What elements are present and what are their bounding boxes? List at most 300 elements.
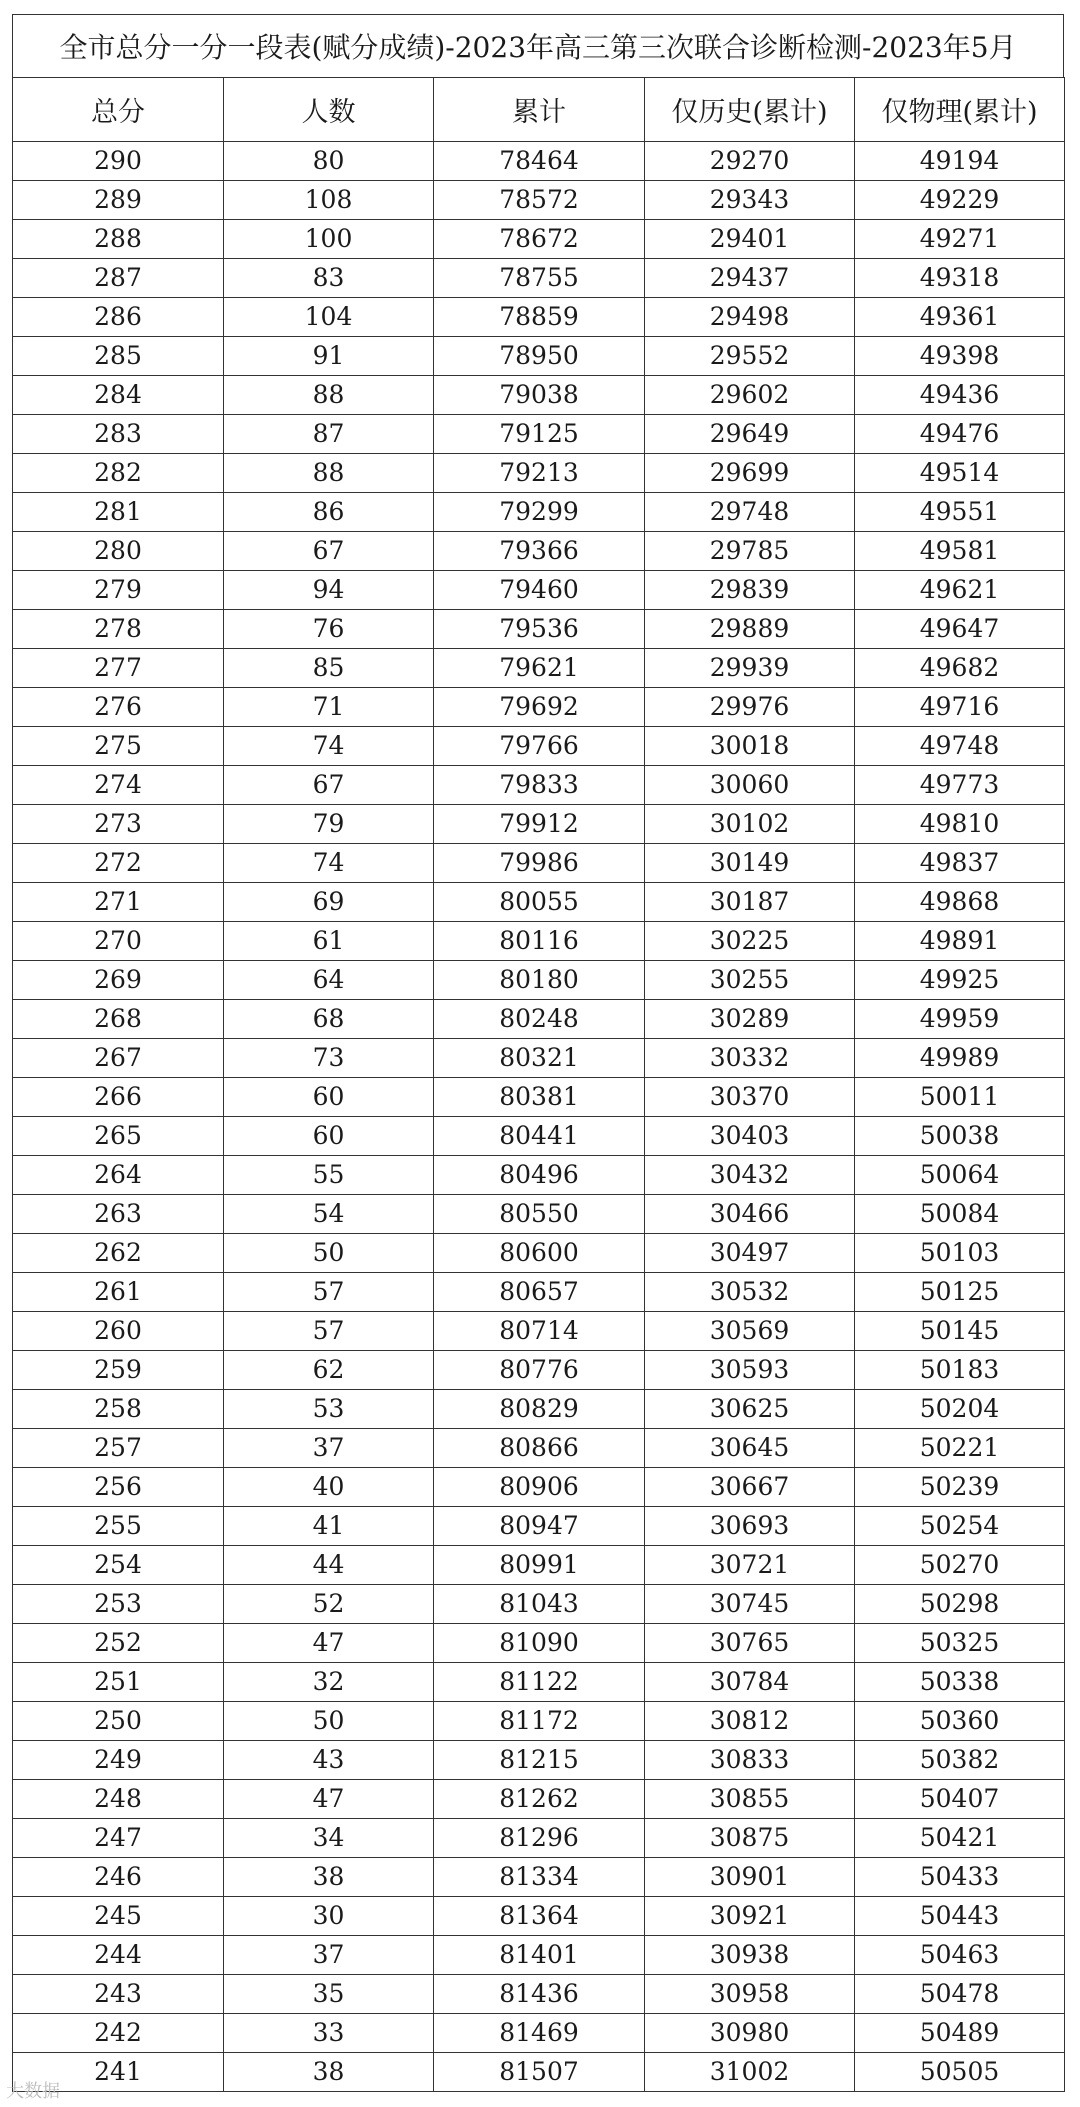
cell-cumulative: 78572 [434,181,645,220]
cell-total-score: 249 [13,1741,224,1780]
cell-cumulative: 80776 [434,1351,645,1390]
cell-history-cumulative: 30370 [645,1078,855,1117]
table-row [13,142,1065,181]
cell-total-score: 282 [13,454,224,493]
cell-cumulative: 80248 [434,1000,645,1039]
table-row [13,1195,1065,1234]
cell-physics-cumulative: 49398 [855,337,1065,376]
table-row [13,1312,1065,1351]
cell-physics-cumulative: 50270 [855,1546,1065,1585]
cell-history-cumulative: 30875 [645,1819,855,1858]
cell-total-score: 265 [13,1117,224,1156]
cell-cumulative: 79125 [434,415,645,454]
cell-physics-cumulative: 49959 [855,1000,1065,1039]
cell-cumulative: 80441 [434,1117,645,1156]
cell-count: 60 [224,1078,434,1117]
cell-physics-cumulative: 50254 [855,1507,1065,1546]
table-row [13,844,1065,883]
cell-history-cumulative: 30921 [645,1897,855,1936]
table-row [13,1078,1065,1117]
table-row [13,688,1065,727]
cell-cumulative: 80116 [434,922,645,961]
table-row [13,1273,1065,1312]
cell-count: 88 [224,454,434,493]
cell-total-score: 263 [13,1195,224,1234]
cell-cumulative: 80550 [434,1195,645,1234]
cell-total-score: 274 [13,766,224,805]
cell-physics-cumulative: 49682 [855,649,1065,688]
cell-history-cumulative: 30625 [645,1390,855,1429]
cell-total-score: 280 [13,532,224,571]
table-row [13,1117,1065,1156]
cell-cumulative: 80906 [434,1468,645,1507]
cell-cumulative: 80657 [434,1273,645,1312]
cell-history-cumulative: 30255 [645,961,855,1000]
cell-history-cumulative: 30102 [645,805,855,844]
cell-physics-cumulative: 49748 [855,727,1065,766]
cell-total-score: 275 [13,727,224,766]
header-row [13,78,1065,142]
header-cumulative: 累计 [434,78,645,142]
cell-total-score: 277 [13,649,224,688]
cell-total-score: 289 [13,181,224,220]
cell-total-score: 261 [13,1273,224,1312]
cell-physics-cumulative: 50489 [855,2014,1065,2053]
cell-history-cumulative: 29498 [645,298,855,337]
table-body [13,142,1065,2092]
cell-total-score: 244 [13,1936,224,1975]
cell-cumulative: 80180 [434,961,645,1000]
cell-physics-cumulative: 50204 [855,1390,1065,1429]
cell-total-score: 284 [13,376,224,415]
cell-count: 38 [224,2053,434,2092]
header-physics-cumulative: 仅物理(累计) [855,78,1065,142]
cell-history-cumulative: 30721 [645,1546,855,1585]
cell-count: 83 [224,259,434,298]
cell-history-cumulative: 30667 [645,1468,855,1507]
table-row [13,376,1065,415]
table-row [13,181,1065,220]
cell-count: 108 [224,181,434,220]
cell-count: 87 [224,415,434,454]
watermark-text: 大数据 [6,2081,60,2102]
cell-cumulative: 81401 [434,1936,645,1975]
cell-count: 88 [224,376,434,415]
cell-cumulative: 79912 [434,805,645,844]
cell-total-score: 252 [13,1624,224,1663]
cell-count: 44 [224,1546,434,1585]
cell-history-cumulative: 30745 [645,1585,855,1624]
cell-total-score: 243 [13,1975,224,2014]
cell-count: 80 [224,142,434,181]
cell-physics-cumulative: 50433 [855,1858,1065,1897]
table-row [13,532,1065,571]
cell-physics-cumulative: 49551 [855,493,1065,532]
cell-history-cumulative: 30403 [645,1117,855,1156]
cell-physics-cumulative: 50478 [855,1975,1065,2014]
cell-cumulative: 79536 [434,610,645,649]
table-row [13,493,1065,532]
cell-cumulative: 78950 [434,337,645,376]
cell-history-cumulative: 30289 [645,1000,855,1039]
cell-cumulative: 79460 [434,571,645,610]
cell-physics-cumulative: 49621 [855,571,1065,610]
cell-physics-cumulative: 50382 [855,1741,1065,1780]
table-row [13,961,1065,1000]
cell-physics-cumulative: 49271 [855,220,1065,259]
cell-cumulative: 80829 [434,1390,645,1429]
cell-cumulative: 80381 [434,1078,645,1117]
cell-physics-cumulative: 50125 [855,1273,1065,1312]
cell-total-score: 279 [13,571,224,610]
cell-count: 52 [224,1585,434,1624]
cell-count: 55 [224,1156,434,1195]
cell-history-cumulative: 29889 [645,610,855,649]
cell-cumulative: 78755 [434,259,645,298]
cell-count: 34 [224,1819,434,1858]
cell-physics-cumulative: 49361 [855,298,1065,337]
cell-physics-cumulative: 50221 [855,1429,1065,1468]
cell-physics-cumulative: 49716 [855,688,1065,727]
cell-total-score: 270 [13,922,224,961]
cell-history-cumulative: 30593 [645,1351,855,1390]
table-row [13,1624,1065,1663]
table-row [13,1390,1065,1429]
cell-physics-cumulative: 50421 [855,1819,1065,1858]
cell-physics-cumulative: 49647 [855,610,1065,649]
cell-history-cumulative: 30958 [645,1975,855,2014]
table-row [13,1585,1065,1624]
cell-cumulative: 79621 [434,649,645,688]
cell-cumulative: 81122 [434,1663,645,1702]
table-row [13,415,1065,454]
table-row [13,1000,1065,1039]
cell-history-cumulative: 30060 [645,766,855,805]
cell-history-cumulative: 29343 [645,181,855,220]
cell-cumulative: 81334 [434,1858,645,1897]
cell-physics-cumulative: 49837 [855,844,1065,883]
cell-history-cumulative: 29939 [645,649,855,688]
table-row [13,1507,1065,1546]
cell-count: 71 [224,688,434,727]
cell-cumulative: 80321 [434,1039,645,1078]
cell-cumulative: 81090 [434,1624,645,1663]
cell-history-cumulative: 29785 [645,532,855,571]
cell-total-score: 278 [13,610,224,649]
cell-total-score: 272 [13,844,224,883]
cell-count: 32 [224,1663,434,1702]
table-row [13,220,1065,259]
table-row [13,298,1065,337]
cell-physics-cumulative: 50325 [855,1624,1065,1663]
cell-total-score: 260 [13,1312,224,1351]
table-row [13,1156,1065,1195]
cell-total-score: 268 [13,1000,224,1039]
cell-history-cumulative: 29976 [645,688,855,727]
cell-count: 40 [224,1468,434,1507]
header-history-cumulative: 仅历史(累计) [645,78,855,142]
table-row [13,1234,1065,1273]
cell-cumulative: 79038 [434,376,645,415]
cell-history-cumulative: 30497 [645,1234,855,1273]
cell-total-score: 288 [13,220,224,259]
cell-physics-cumulative: 49318 [855,259,1065,298]
cell-physics-cumulative: 50463 [855,1936,1065,1975]
table-row [13,1039,1065,1078]
cell-total-score: 271 [13,883,224,922]
cell-physics-cumulative: 49194 [855,142,1065,181]
cell-history-cumulative: 30765 [645,1624,855,1663]
cell-total-score: 248 [13,1780,224,1819]
cell-history-cumulative: 30149 [645,844,855,883]
cell-count: 57 [224,1273,434,1312]
cell-history-cumulative: 29401 [645,220,855,259]
table-row [13,1702,1065,1741]
cell-history-cumulative: 30466 [645,1195,855,1234]
table-row [13,1663,1065,1702]
cell-cumulative: 81469 [434,2014,645,2053]
cell-count: 79 [224,805,434,844]
cell-total-score: 247 [13,1819,224,1858]
cell-physics-cumulative: 50183 [855,1351,1065,1390]
table-row [13,1936,1065,1975]
cell-physics-cumulative: 50443 [855,1897,1065,1936]
table-row [13,766,1065,805]
cell-history-cumulative: 29437 [645,259,855,298]
cell-total-score: 246 [13,1858,224,1897]
cell-count: 104 [224,298,434,337]
cell-physics-cumulative: 50038 [855,1117,1065,1156]
cell-total-score: 285 [13,337,224,376]
cell-total-score: 276 [13,688,224,727]
cell-history-cumulative: 29839 [645,571,855,610]
cell-cumulative: 81043 [434,1585,645,1624]
cell-total-score: 245 [13,1897,224,1936]
cell-count: 69 [224,883,434,922]
table-row [13,1546,1065,1585]
cell-history-cumulative: 29602 [645,376,855,415]
cell-history-cumulative: 29699 [645,454,855,493]
cell-count: 74 [224,727,434,766]
cell-physics-cumulative: 49773 [855,766,1065,805]
cell-total-score: 264 [13,1156,224,1195]
score-table-sheet [12,14,1064,2092]
cell-cumulative: 81296 [434,1819,645,1858]
cell-history-cumulative: 30784 [645,1663,855,1702]
table-row [13,259,1065,298]
cell-count: 38 [224,1858,434,1897]
cell-count: 35 [224,1975,434,2014]
cell-physics-cumulative: 49989 [855,1039,1065,1078]
cell-count: 68 [224,1000,434,1039]
cell-physics-cumulative: 50407 [855,1780,1065,1819]
table-row [13,727,1065,766]
table-row [13,1741,1065,1780]
table-row [13,1819,1065,1858]
cell-count: 91 [224,337,434,376]
cell-count: 76 [224,610,434,649]
cell-history-cumulative: 30938 [645,1936,855,1975]
cell-history-cumulative: 29270 [645,142,855,181]
cell-cumulative: 78464 [434,142,645,181]
table-row [13,1351,1065,1390]
cell-total-score: 281 [13,493,224,532]
cell-total-score: 242 [13,2014,224,2053]
cell-count: 43 [224,1741,434,1780]
cell-count: 94 [224,571,434,610]
table-row [13,1975,1065,2014]
cell-total-score: 269 [13,961,224,1000]
cell-history-cumulative: 30225 [645,922,855,961]
cell-physics-cumulative: 50239 [855,1468,1065,1507]
cell-count: 41 [224,1507,434,1546]
cell-total-score: 259 [13,1351,224,1390]
table-row [13,1468,1065,1507]
cell-count: 67 [224,532,434,571]
cell-count: 37 [224,1429,434,1468]
cell-count: 62 [224,1351,434,1390]
cell-cumulative: 79366 [434,532,645,571]
cell-cumulative: 78672 [434,220,645,259]
cell-total-score: 286 [13,298,224,337]
cell-total-score: 262 [13,1234,224,1273]
table-row [13,1897,1065,1936]
table-row [13,922,1065,961]
cell-physics-cumulative: 49476 [855,415,1065,454]
cell-count: 53 [224,1390,434,1429]
header-count: 人数 [224,78,434,142]
cell-cumulative: 80947 [434,1507,645,1546]
cell-physics-cumulative: 50505 [855,2053,1065,2092]
cell-cumulative: 81172 [434,1702,645,1741]
cell-cumulative: 79299 [434,493,645,532]
cell-cumulative: 81215 [434,1741,645,1780]
table-row [13,1429,1065,1468]
cell-total-score: 287 [13,259,224,298]
cell-count: 33 [224,2014,434,2053]
cell-history-cumulative: 31002 [645,2053,855,2092]
cell-count: 54 [224,1195,434,1234]
cell-total-score: 253 [13,1585,224,1624]
cell-physics-cumulative: 49891 [855,922,1065,961]
table-title: 全市总分一分一段表(赋分成绩)-2023年高三第三次联合诊断检测-2023年5月 [12,14,1064,77]
cell-history-cumulative: 29552 [645,337,855,376]
cell-physics-cumulative: 49925 [855,961,1065,1000]
cell-total-score: 250 [13,1702,224,1741]
cell-physics-cumulative: 50338 [855,1663,1065,1702]
table-row [13,1780,1065,1819]
cell-history-cumulative: 30432 [645,1156,855,1195]
cell-count: 47 [224,1780,434,1819]
cell-history-cumulative: 30980 [645,2014,855,2053]
cell-total-score: 241 [13,2053,224,2092]
cell-cumulative: 80496 [434,1156,645,1195]
cell-total-score: 258 [13,1390,224,1429]
cell-history-cumulative: 30569 [645,1312,855,1351]
cell-history-cumulative: 30812 [645,1702,855,1741]
cell-cumulative: 81262 [434,1780,645,1819]
cell-count: 74 [224,844,434,883]
cell-history-cumulative: 30645 [645,1429,855,1468]
cell-total-score: 290 [13,142,224,181]
table-row [13,337,1065,376]
cell-physics-cumulative: 49868 [855,883,1065,922]
cell-cumulative: 81436 [434,1975,645,2014]
table-row [13,2053,1065,2092]
cell-total-score: 251 [13,1663,224,1702]
cell-count: 64 [224,961,434,1000]
header-total-score: 总分 [13,78,224,142]
table-row [13,883,1065,922]
table-row [13,805,1065,844]
cell-physics-cumulative: 50084 [855,1195,1065,1234]
cell-count: 61 [224,922,434,961]
cell-cumulative: 81507 [434,2053,645,2092]
table-row [13,571,1065,610]
cell-count: 60 [224,1117,434,1156]
cell-physics-cumulative: 49514 [855,454,1065,493]
cell-physics-cumulative: 50360 [855,1702,1065,1741]
cell-cumulative: 80714 [434,1312,645,1351]
cell-total-score: 283 [13,415,224,454]
cell-count: 73 [224,1039,434,1078]
cell-physics-cumulative: 49581 [855,532,1065,571]
table-row [13,2014,1065,2053]
cell-count: 86 [224,493,434,532]
table-row [13,649,1065,688]
cell-count: 57 [224,1312,434,1351]
cell-total-score: 273 [13,805,224,844]
cell-physics-cumulative: 50011 [855,1078,1065,1117]
cell-cumulative: 79766 [434,727,645,766]
cell-physics-cumulative: 50298 [855,1585,1065,1624]
cell-total-score: 257 [13,1429,224,1468]
cell-total-score: 267 [13,1039,224,1078]
cell-physics-cumulative: 49810 [855,805,1065,844]
cell-cumulative: 80055 [434,883,645,922]
cell-history-cumulative: 29649 [645,415,855,454]
cell-physics-cumulative: 49229 [855,181,1065,220]
score-table [12,77,1065,2092]
cell-cumulative: 80991 [434,1546,645,1585]
cell-count: 47 [224,1624,434,1663]
cell-physics-cumulative: 50064 [855,1156,1065,1195]
cell-cumulative: 79213 [434,454,645,493]
cell-cumulative: 79986 [434,844,645,883]
cell-count: 37 [224,1936,434,1975]
cell-history-cumulative: 30855 [645,1780,855,1819]
table-row [13,610,1065,649]
table-row [13,454,1065,493]
cell-count: 100 [224,220,434,259]
cell-history-cumulative: 30187 [645,883,855,922]
cell-total-score: 266 [13,1078,224,1117]
cell-physics-cumulative: 49436 [855,376,1065,415]
cell-history-cumulative: 30332 [645,1039,855,1078]
cell-history-cumulative: 30693 [645,1507,855,1546]
cell-history-cumulative: 29748 [645,493,855,532]
cell-history-cumulative: 30018 [645,727,855,766]
cell-count: 67 [224,766,434,805]
cell-cumulative: 80866 [434,1429,645,1468]
cell-count: 50 [224,1234,434,1273]
cell-total-score: 254 [13,1546,224,1585]
cell-history-cumulative: 30901 [645,1858,855,1897]
cell-count: 30 [224,1897,434,1936]
cell-count: 85 [224,649,434,688]
cell-count: 50 [224,1702,434,1741]
cell-total-score: 256 [13,1468,224,1507]
